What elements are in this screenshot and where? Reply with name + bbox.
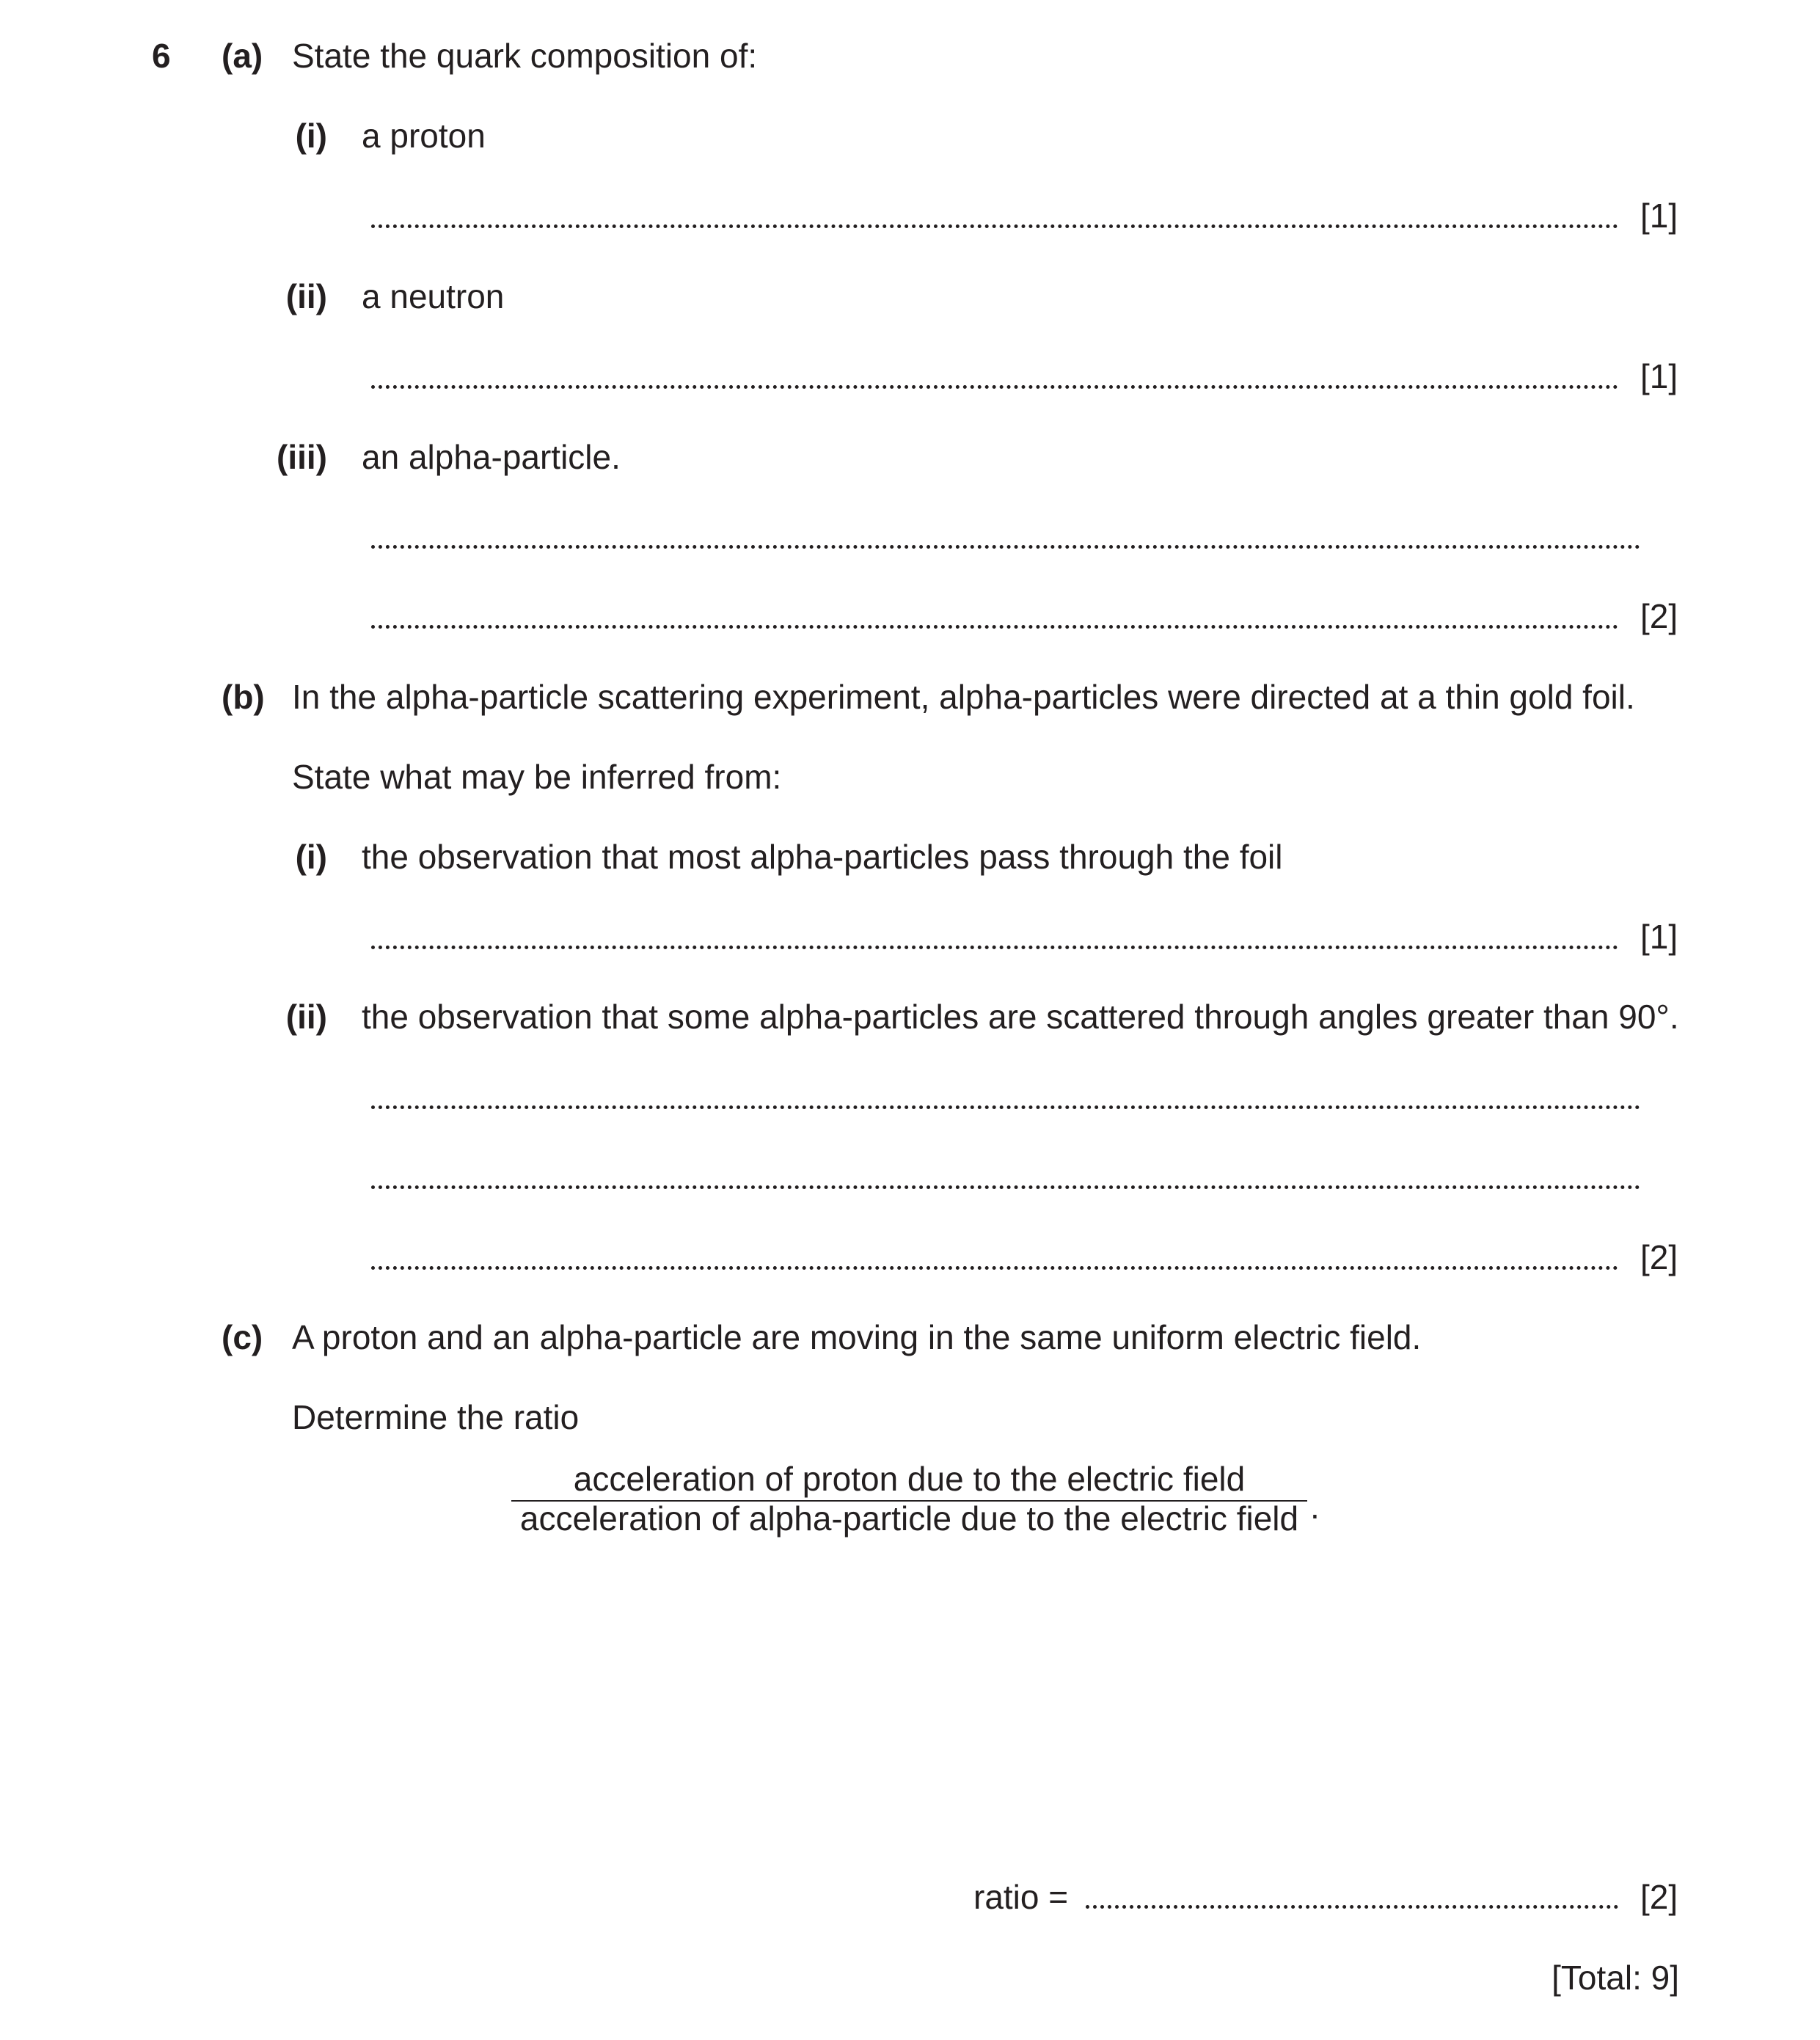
part-a-iii-label: (iii) xyxy=(277,438,327,476)
part-c-prompt: A proton and an alpha-particle are moving in the same uniform electric field. xyxy=(292,1318,1422,1356)
ratio-label: ratio = xyxy=(973,1878,1069,1916)
answer-line-ratio[interactable] xyxy=(1086,1905,1618,1909)
part-c-label: (c) xyxy=(222,1318,263,1356)
question-number: 6 xyxy=(152,37,171,75)
total-marks: [Total: 9] xyxy=(1552,1959,1679,1997)
marks-c: [2] xyxy=(1640,1878,1678,1916)
answer-line-b-i[interactable] xyxy=(371,946,1618,949)
part-c-subprompt: Determine the ratio xyxy=(292,1398,580,1436)
part-a-i-text: a proton xyxy=(362,117,486,155)
fraction-numerator: acceleration of proton due to the electric field xyxy=(573,1460,1246,1498)
answer-line-b-ii-1[interactable] xyxy=(371,1105,1640,1109)
part-a-ii-label: (ii) xyxy=(285,277,327,315)
part-b-prompt: In the alpha-particle scattering experiment, alpha-particles were directed at a thin gold foil. xyxy=(292,678,1635,716)
answer-line-a-ii[interactable] xyxy=(371,385,1618,389)
part-b-i-text: the observation that most alpha-particles pass through the foil xyxy=(362,838,1283,876)
part-a-prompt: State the quark composition of: xyxy=(292,37,758,75)
part-a-label: (a) xyxy=(222,37,263,75)
part-a-i-label: (i) xyxy=(295,117,327,155)
part-b-label: (b) xyxy=(222,678,265,716)
part-a-ii-text: a neutron xyxy=(362,277,505,315)
answer-line-b-ii-3[interactable] xyxy=(371,1266,1618,1270)
part-b-ii-text: the observation that some alpha-particles are scattered through angles greater than 90°. xyxy=(362,998,1679,1036)
marks-a-i: [1] xyxy=(1640,197,1678,235)
fraction-period: . xyxy=(1310,1488,1320,1526)
answer-line-a-i[interactable] xyxy=(371,224,1618,228)
part-b-ii-label: (ii) xyxy=(285,998,327,1036)
marks-b-ii: [2] xyxy=(1640,1238,1678,1276)
marks-a-ii: [1] xyxy=(1640,357,1678,395)
part-a-iii-text: an alpha-particle. xyxy=(362,438,621,476)
part-b-subprompt: State what may be inferred from: xyxy=(292,758,782,796)
answer-line-b-ii-2[interactable] xyxy=(371,1185,1640,1189)
marks-a-iii: [2] xyxy=(1640,597,1678,635)
part-b-i-label: (i) xyxy=(295,838,327,876)
fraction-denominator: acceleration of alpha-particle due to the electric field xyxy=(519,1499,1299,1538)
marks-b-i: [1] xyxy=(1640,918,1678,956)
answer-line-a-iii-1[interactable] xyxy=(371,545,1640,549)
answer-line-a-iii-2[interactable] xyxy=(371,625,1618,629)
